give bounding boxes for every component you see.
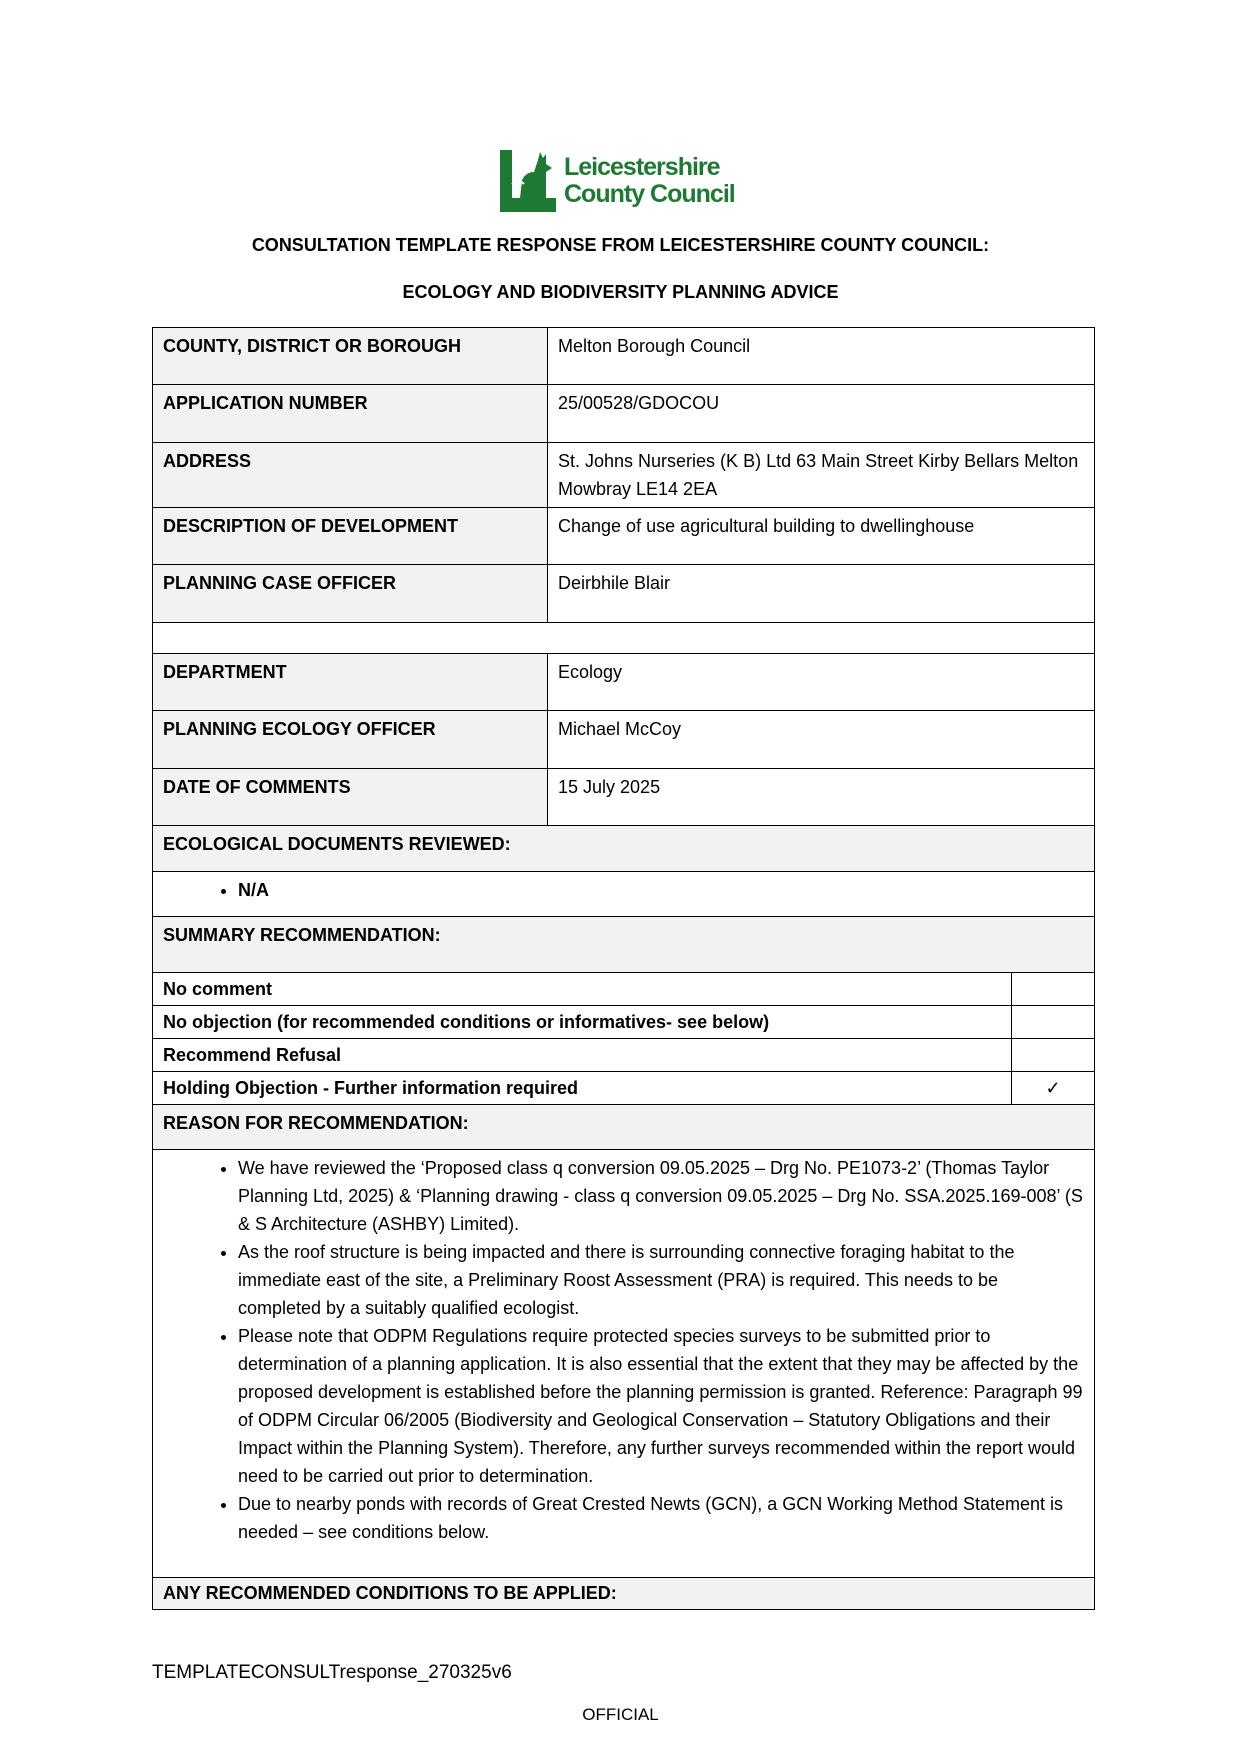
option-row <box>153 1039 1095 1072</box>
document-item: • N/A <box>238 876 1084 904</box>
detail-label: DESCRIPTION OF DEVELOPMENT <box>153 508 548 565</box>
officer-value: Ecology <box>548 654 1095 711</box>
officer-row <box>153 654 1095 711</box>
detail-label: APPLICATION NUMBER <box>153 385 548 443</box>
detail-row <box>153 508 1095 565</box>
logo-line-2: County Council <box>564 180 735 208</box>
detail-label: ADDRESS <box>153 443 548 508</box>
reason-heading: REASON FOR RECOMMENDATION: <box>153 1105 1095 1150</box>
option-row <box>153 1006 1095 1039</box>
document-title: CONSULTATION TEMPLATE RESPONSE FROM LEICESTERSHIRE COUNTY COUNCIL: <box>251 235 990 255</box>
spacer-row <box>153 623 1095 654</box>
reason-item: • We have reviewed the ‘Proposed class q conversion 09.05.2025 – Drg No. PE1073-2’ (Thomas Taylor Planning Ltd, 2025) & ‘Planning drawing - class q conversion 09.05.2025 – Drg No. SSA.2025.169-008’ (S & S Architecture (ASHBY) Limited). <box>238 1154 1084 1238</box>
option-row <box>153 973 1095 1006</box>
reasons-list <box>163 1154 1084 1546</box>
documents-heading-row <box>153 826 1095 872</box>
detail-label: COUNTY, DISTRICT OR BOROUGH <box>153 328 548 385</box>
officer-label: DEPARTMENT <box>153 654 548 711</box>
option-label: Recommend Refusal <box>153 1039 1012 1072</box>
officer-value: Michael McCoy <box>548 711 1095 769</box>
documents-row <box>153 872 1095 917</box>
detail-row <box>153 328 1095 385</box>
detail-row <box>153 385 1095 443</box>
reason-item: • As the roof structure is being impacted and there is surrounding connective foraging habitat to the immediate east of the site, a Preliminary Roost Assessment (PRA) is required. This needs to be completed by a suitably qualified ecologist. <box>238 1238 1084 1322</box>
reason-item: • Due to nearby ponds with records of Great Crested Newts (GCN), a GCN Working Method Statement is needed – see conditions below. <box>238 1490 1084 1546</box>
logo-line-1: Leicestershire <box>564 153 720 181</box>
option-checkbox[interactable] <box>1012 1006 1095 1039</box>
detail-row <box>153 565 1095 623</box>
reason-heading-row <box>153 1105 1095 1150</box>
officer-value: 15 July 2025 <box>548 769 1095 826</box>
documents-heading: ECOLOGICAL DOCUMENTS REVIEWED: <box>153 826 1095 872</box>
detail-row <box>153 443 1095 508</box>
detail-value: Melton Borough Council <box>548 328 1095 385</box>
option-label: Holding Objection - Further information required <box>153 1072 1012 1105</box>
conditions-heading-row <box>153 1578 1095 1610</box>
spacer-cell <box>153 623 1095 654</box>
officer-label: DATE OF COMMENTS <box>153 769 548 826</box>
detail-value: Change of use agricultural building to dwellinghouse <box>548 508 1095 565</box>
officer-label: PLANNING ECOLOGY OFFICER <box>153 711 548 769</box>
classification-label: OFFICIAL <box>582 1705 659 1724</box>
option-label: No comment <box>153 973 1012 1006</box>
reasons-row <box>153 1150 1095 1578</box>
detail-value: St. Johns Nurseries (K B) Ltd 63 Main Street Kirby Bellars Melton Mowbray LE14 2EA <box>548 443 1095 508</box>
conditions-heading: ANY RECOMMENDED CONDITIONS TO BE APPLIED: <box>153 1578 1095 1610</box>
option-checkbox[interactable] <box>1012 1039 1095 1072</box>
officer-row <box>153 711 1095 769</box>
reason-item: • Please note that ODPM Regulations require protected species surveys to be submitted prior to determination of a planning application. It is also essential that the extent that they may be affected by the proposed development is established before the planning permission is granted. Reference: Paragraph 99 of ODPM Circular 06/2005 (Biodiversity and Geological Conservation – Statutory Obligations and their Impact within the Planning System). Therefore, any further surveys recommended within the report would need to be carried out prior to determination. <box>238 1322 1084 1490</box>
summary-heading: SUMMARY RECOMMENDATION: <box>153 917 1095 973</box>
document-subtitle: ECOLOGY AND BIODIVERSITY PLANNING ADVICE <box>402 282 839 302</box>
template-reference: TEMPLATECONSULTresponse_270325v6 <box>152 1662 512 1683</box>
detail-value: 25/00528/GDOCOU <box>548 385 1095 443</box>
fox-emblem-icon <box>500 150 556 212</box>
check-mark-icon[interactable]: ✓ <box>1012 1072 1095 1105</box>
detail-label: PLANNING CASE OFFICER <box>153 565 548 623</box>
consultation-table <box>152 327 1095 1610</box>
option-row <box>153 1072 1095 1105</box>
summary-heading-row <box>153 917 1095 973</box>
option-label: No objection (for recommended conditions or informatives- see below) <box>153 1006 1012 1039</box>
officer-row <box>153 769 1095 826</box>
council-logo <box>500 150 750 212</box>
option-checkbox[interactable] <box>1012 973 1095 1006</box>
detail-value: Deirbhile Blair <box>548 565 1095 623</box>
